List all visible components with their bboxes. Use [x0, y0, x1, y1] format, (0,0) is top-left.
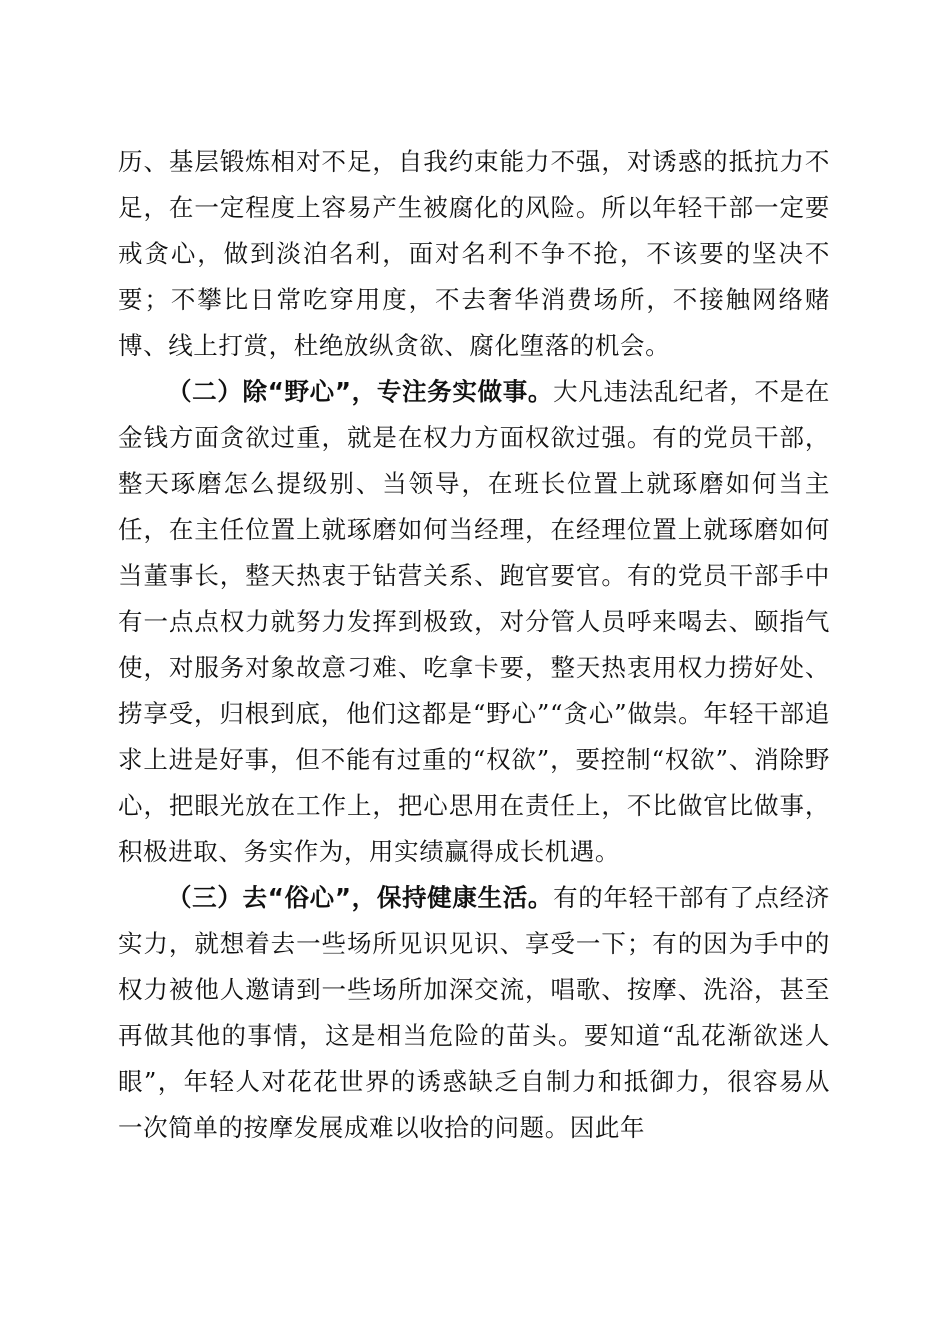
- paragraph-text: 有的年轻干部有了点经济实力，就想着去一些场所见识见识、享受一下；有的因为手中的权力被他人邀请到一些场所加深交流，唱歌、按摩、洗浴，甚至再做其他的事情，这是相当危险的苗头。要知道“乱花渐欲迷人眼”，年轻人对花花世界的诱惑缺乏自制力和抵御力，很容易从一次简单的按摩发展成难以收拾的问题。因此年: [118, 883, 830, 1142]
- paragraph-text: 历、基层锻炼相对不足，自我约束能力不强，对诱惑的抵抗力不足，在一定程度上容易产生被腐化的风险。所以年轻干部一定要戒贪心，做到淡泊名利，面对名利不争不抢，不该要的坚决不要；不攀比日常吃穿用度，不去奢华消费场所，不接触网络赌博、线上打赏，杜绝放纵贪欲、腐化堕落的机会。: [118, 147, 830, 360]
- document-body: [118, 139, 830, 1151]
- paragraph-text: 大凡违法乱纪者，不是在金钱方面贪欲过重，就是在权力方面权欲过强。有的党员干部，整天琢磨怎么提级别、当领导，在班长位置上就琢磨如何当主任，在主任位置上就琢磨如何当经理，在经理位置上就琢磨如何当董事长，整天热衷于钻营关系、跑官要官。有的党员干部手中有一点点权力就努力发挥到极致，对分管人员呼来喝去、颐指气使，对服务对象故意刁难、吃拿卡要，整天热衷用权力捞好处、捞享受，归根到底，他们这都是“野心”“贪心”做祟。年轻干部追求上进是好事，但不能有过重的“权欲”，要控制“权欲”、消除野心，把眼光放在工作上，把心思用在责任上，不比做官比做事，积极进取、务实作为，用实绩赢得成长机遇。: [118, 377, 830, 866]
- paragraph-section-two: [118, 369, 830, 875]
- section-heading-two: （二）除“野心”，专注务实做事。: [167, 377, 554, 406]
- paragraph-section-three: [118, 875, 830, 1151]
- section-heading-three: （三）去“俗心”，保持健康生活。: [167, 883, 554, 912]
- paragraph-continued: [118, 139, 830, 369]
